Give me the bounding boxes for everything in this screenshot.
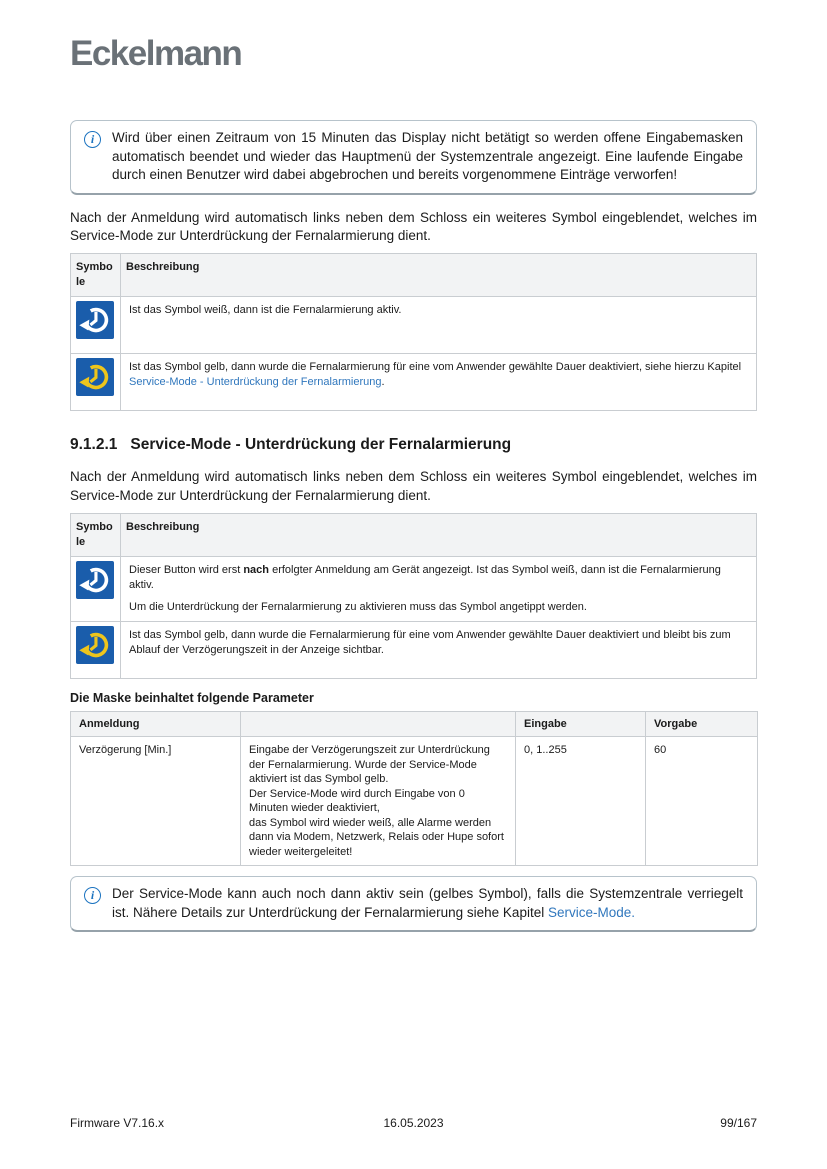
service-mode-white-icon (76, 561, 114, 599)
info-note-top (70, 120, 757, 195)
column-header-beschreibung: Beschreibung (121, 254, 757, 297)
info-note-top-text: Wird über einen Zeitraum von 15 Minuten das Display nicht betätigt so werden offene Eingabemasken automatisch beendet und wieder das Hauptmenü der Systemzentrale angezeigt. Eine laufende Eingabe durch einen Benutzer wird dabei abgebrochen und bereits vorgenommene Einträge verworfen! (112, 130, 743, 182)
note-text: Der Service-Mode kann auch noch dann aktiv sein (gelbes Symbol), falls die Systemzentrale verriegelt ist. Nähere Details zur Unterdrückung der Fernalarmierung siehe Kapitel (112, 886, 743, 920)
column-header-vorgabe: Vorgabe (646, 711, 758, 737)
parameter-description-cell (241, 737, 516, 866)
description-line: Eingabe der Verzögerungszeit zur Unterdrückung der Fernalarmierung. Wurde der Service-Mode aktiviert ist das Symbol gelb. (249, 744, 490, 786)
symbol-cell (71, 621, 121, 678)
table-row (71, 737, 758, 866)
parameters-heading: Die Maske beinhaltet folgende Parameter (70, 690, 314, 705)
symbol-table-2 (70, 513, 757, 679)
column-header-beschreibung: Beschreibung (121, 513, 757, 556)
description-text: . (381, 376, 385, 389)
table-header-row (71, 711, 758, 737)
service-mode-yellow-icon (76, 358, 114, 396)
info-icon: i (84, 887, 101, 904)
description-line: das Symbol wird wieder weiß, alle Alarme werden dann via Modem, Netzwerk, Relais oder Hupe sofort wieder weitergeleitet! (249, 816, 504, 858)
section-heading (70, 435, 757, 454)
description-text: Ist das Symbol gelb, dann wurde die Fernalarmierung für eine vom Anwender gewählte Dauer deaktiviert, siehe hierzu Kapitel (129, 361, 742, 374)
table-header-row (71, 513, 757, 556)
chapter-link-service-mode[interactable]: Service-Mode. (547, 904, 636, 920)
symbol-cell (71, 354, 121, 411)
symbol-cell (71, 556, 121, 621)
section-number: 9.1.2.1 (70, 436, 118, 454)
description-text: Dieser Button wird erst (129, 563, 244, 576)
info-note-bottom (70, 876, 757, 932)
description-cell (121, 556, 757, 621)
footer-firmware-version: Firmware V7.16.x (70, 1116, 165, 1130)
footer-date: 16.05.2023 (383, 1116, 444, 1130)
description-bold-text: nach (243, 563, 270, 576)
symbol-cell (71, 297, 121, 354)
column-header-empty (241, 711, 516, 737)
chapter-link-service-mode[interactable]: Service-Mode - Unterdrückung der Fernalarmierung (129, 376, 382, 389)
parameter-table (70, 711, 758, 867)
description-line: Der Service-Mode wird durch Eingabe von 0 Minuten wieder deaktiviert, (249, 787, 465, 815)
column-header-symbole: Symbole (71, 513, 121, 556)
description-cell: Ist das Symbol weiß, dann ist die Fernalarmierung aktiv. (121, 297, 757, 354)
page-footer (70, 1116, 757, 1130)
table-row (71, 297, 757, 354)
table-header-row (71, 254, 757, 297)
column-header-anmeldung: Anmeldung (71, 711, 241, 737)
intro-paragraph: Nach der Anmeldung wird automatisch links neben dem Schloss ein weiteres Symbol eingeblendet, welches im Service-Mode zur Unterdrückung der Fernalarmierung dient. (70, 209, 757, 244)
description-paragraph (129, 563, 748, 593)
symbol-table-1 (70, 253, 757, 411)
table-row (71, 556, 757, 621)
service-mode-yellow-icon (76, 626, 114, 664)
footer-page-number: 99/167 (720, 1116, 757, 1130)
section-title: Service-Mode - Unterdrückung der Fernalarmierung (130, 436, 512, 454)
description-text: erfolgter Anmeldung am Gerät angezeigt. Ist das Symbol weiß, dann ist die Fernalarmierung aktiv. (129, 563, 721, 591)
column-header-eingabe: Eingabe (516, 711, 646, 737)
section-paragraph: Nach der Anmeldung wird automatisch links neben dem Schloss ein weiteres Symbol eingeblendet, welches im Service-Mode zur Unterdrückung der Fernalarmierung dient. (70, 469, 757, 503)
parameter-vorgabe-cell: 60 (646, 737, 758, 866)
description-paragraph: Um die Unterdrückung der Fernalarmierung zu aktivieren muss das Symbol angetippt werden. (129, 600, 587, 613)
table-row (71, 621, 757, 678)
column-header-symbole: Symbole (71, 254, 121, 297)
service-mode-white-icon (76, 301, 114, 339)
eckelmann-logo: Eckelmann (70, 34, 242, 73)
description-cell (121, 354, 757, 411)
page-content (70, 0, 757, 932)
info-note-bottom-text (112, 885, 743, 922)
description-cell: Ist das Symbol gelb, dann wurde die Fernalarmierung für eine vom Anwender gewählte Dauer deaktiviert und bleibt bis zum Ablauf der Verzögerungszeit in der Anzeige sichtbar. (121, 621, 757, 678)
table-row (71, 354, 757, 411)
parameter-name-cell: Verzögerung [Min.] (71, 737, 241, 866)
info-icon: i (84, 131, 101, 148)
parameter-eingabe-cell: 0, 1..255 (516, 737, 646, 866)
